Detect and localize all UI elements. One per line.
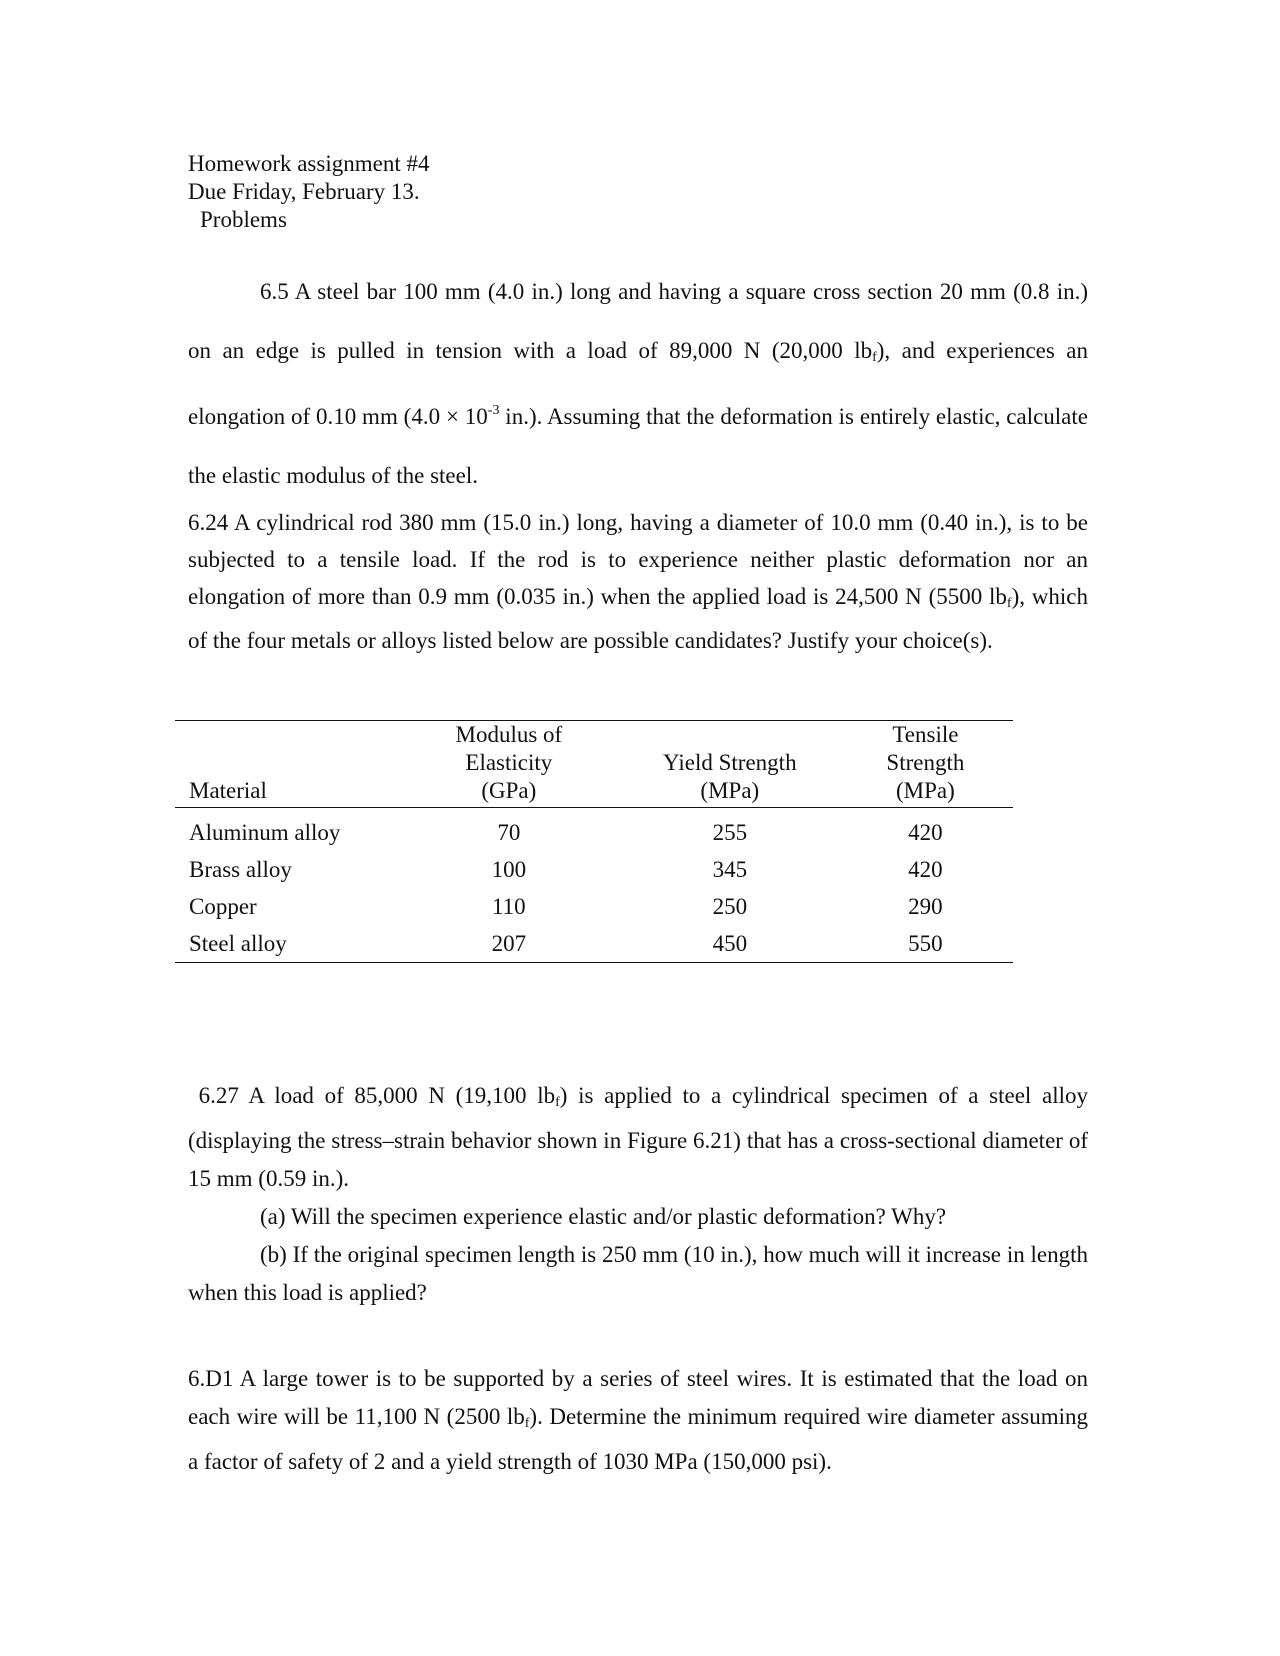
problem-6-27-stem (188, 1077, 1088, 1198)
problem-6-27-text-a: 6.27 A load of 85,000 N (19,100 lb (198, 1083, 556, 1108)
problem-6-24-text-a: 6.24 A cylindrical rod 380 mm (15.0 in.) long, having a diameter of 10.0 mm (0.40 in.), is to be subjected to a tensile load. If the rod is to experience neither plastic deformation nor an elongation of more than 0.9 mm (0.035 in.) when the applied load is 24,500 N (5500 lb (188, 510, 1088, 609)
problem-6-27-part-b: (b) If the original specimen length is 250 mm (10 in.), how much will it increase in length when this load is applied? (188, 1242, 1088, 1305)
cell-yield: 250 (712, 894, 748, 919)
cell-material: Steel alloy (175, 925, 396, 963)
problem-6-5-exponent: -3 (487, 403, 500, 418)
table-row (175, 888, 1013, 925)
header-yield: Yield Strength (MPa) (622, 721, 838, 808)
cell-tensile: 420 (908, 857, 943, 882)
problem-6-d1-subscript: f (524, 1416, 530, 1431)
due-date: Due Friday, February 13. (188, 179, 420, 204)
table-row (175, 808, 1013, 852)
problem-6-27-part-a: (a) Will the specimen experience elastic and/or plastic deformation? Why? (260, 1204, 947, 1229)
table-header-row (175, 721, 1013, 808)
problem-6-27 (188, 1077, 1088, 1312)
problem-6-5-text-c: in.). Assuming that the deformation is entirely elastic, calculate the elastic modulus of the steel. (188, 404, 1088, 488)
assignment-header (188, 150, 429, 234)
cell-yield: 345 (712, 857, 748, 882)
problem-6-5 (188, 262, 1088, 505)
problem-6-d1-text-b: ). Determine the minimum required wire diameter assuming a factor of safety of 2 and a yield strength of 1030 MPa (150,000 psi). (188, 1404, 1088, 1474)
problem-6-5-text-a: 6.5 A steel bar 100 mm (4.0 in.) long and having a square cross section 20 mm (0.8 in.) on an edge is pulled in tension with a load of 89,000 N (20,000 lb (188, 279, 1088, 363)
cell-material: Brass alloy (189, 857, 292, 882)
table-row (175, 925, 1013, 963)
problem-6-24-subscript: f (1006, 596, 1012, 611)
problem-6-d1-text-a: 6.D1 A large tower is to be supported by a series of steel wires. It is estimated that the load on each wire will be 11,100 N (2500 lb (188, 1366, 1088, 1429)
header-tensile: Tensile Strength (MPa) (838, 721, 1013, 808)
cell-modulus: 100 (491, 857, 527, 882)
header-modulus: Modulus of Elasticity (GPa) (396, 721, 622, 808)
cell-modulus: 110 (492, 894, 526, 919)
problem-6-24 (188, 504, 1088, 659)
problem-6-5-text-b: ), and experiences an elongation of 0.10 mm (4.0 × 10 (188, 338, 1088, 429)
header-material: Material (175, 721, 396, 808)
cell-yield: 450 (622, 925, 838, 963)
cell-tensile: 290 (908, 894, 943, 919)
cell-yield: 255 (712, 820, 748, 845)
problems-heading: Problems (200, 207, 287, 232)
cell-tensile: 420 (908, 820, 943, 845)
cell-material: Copper (189, 894, 257, 919)
cell-tensile: 550 (838, 925, 1013, 963)
cell-modulus: 207 (396, 925, 622, 963)
materials-table (175, 720, 1013, 963)
problem-6-27-subscript: f (555, 1095, 560, 1110)
assignment-title: Homework assignment #4 (188, 151, 430, 176)
problem-6-24-text-b: ), which of the four metals or alloys listed below are possible candidates? Justify your choice(s). (188, 584, 1088, 653)
problem-6-5-subscript: f (872, 350, 877, 365)
cell-modulus: 70 (497, 820, 521, 845)
table-row (175, 851, 1013, 888)
problem-6-27-text-b: ) is applied to a cylindrical specimen of a steel alloy (displaying the stress–strain behavior shown in Figure 6.21) that has a cross-sectional diameter of 15 mm (0.59 in.). (188, 1083, 1088, 1191)
cell-material: Aluminum alloy (189, 820, 341, 845)
problem-6-d1 (188, 1360, 1088, 1481)
